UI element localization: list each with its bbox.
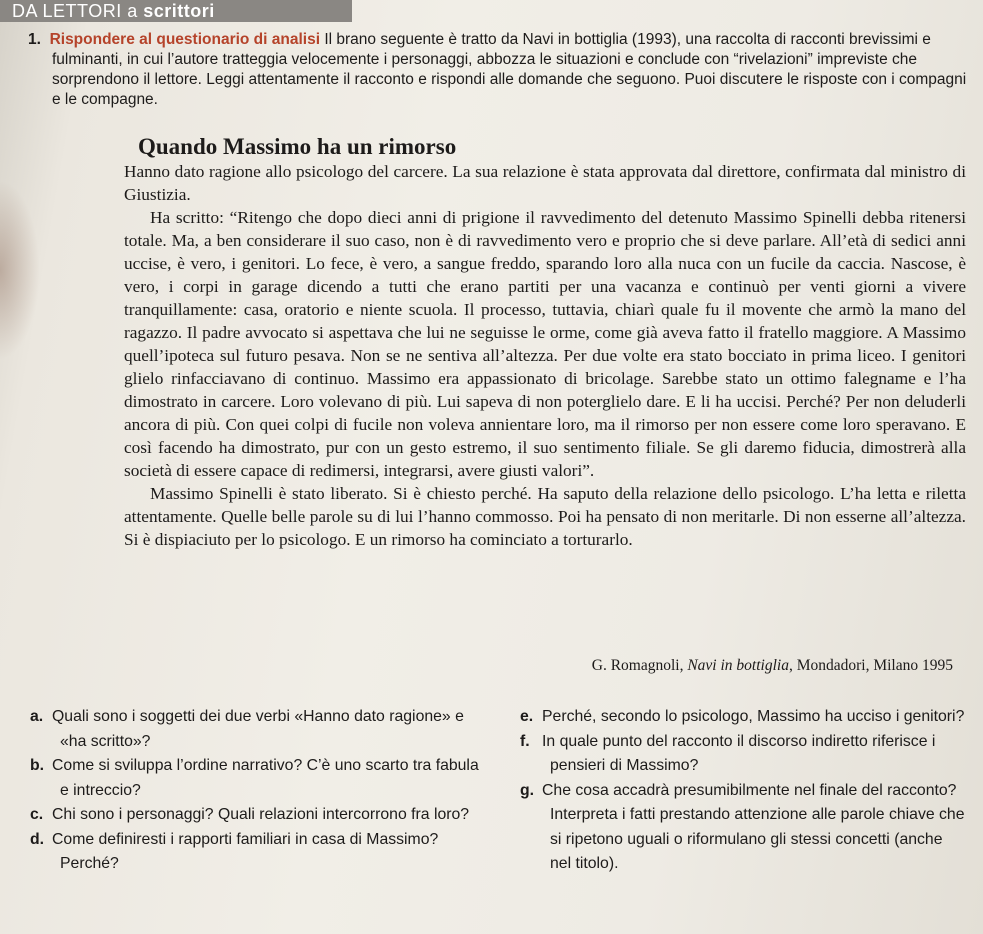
- exercise-text: Il brano seguente è tratto da Navi in bottiglia (1993), una raccolta di racconti brevissimi e fulminanti, in cui l’autore tratteggia velocemente i personaggi, abbozza le situazioni e conclude con “rivelazioni” impreviste che sorprendono il lettore. Leggi attentamente il racconto e rispondi alle domande che seguono. Puoi discutere le risposte con i compagni e le compagne.: [52, 31, 967, 108]
- source-citation: [592, 657, 953, 675]
- question-e: e. Perché, secondo lo psicologo, Massimo ha ucciso i genitori?: [520, 708, 965, 725]
- source-publisher: , Mondadori, Milano 1995: [788, 657, 953, 674]
- source-author: G. Romagnoli,: [591, 657, 688, 674]
- story-paragraph: Massimo Spinelli è stato liberato. Si è chiesto perché. Ha saputo della relazione dello psicologo. L’ha letta e riletta attentamente. Quelle belle parole su di lui l’hanno commosso. Poi ha pensato di non meritarle. Di non esserne all’altezza. Si è dispiaciuto per lo psicologo. E un rimorso ha cominciato a torturarlo.: [124, 484, 966, 549]
- header-prefix: DA LETTORI a: [12, 1, 144, 21]
- exercise-lead: Rispondere al questionario di analisi: [49, 31, 321, 48]
- header-emphasis: scrittori: [143, 1, 215, 21]
- question-b: b. Come si sviluppa l’ordine narrativo? C’è uno scarto tra fabula e intreccio?: [30, 757, 479, 799]
- story-paragraph: Hanno dato ragione allo psicologo del carcere. La sua relazione è stata approvata dal direttore, confirmata dal ministro di Giustizia.: [124, 162, 966, 204]
- story-body: [124, 160, 966, 551]
- questions-right-column: [520, 705, 965, 877]
- exercise-number: 1.: [28, 31, 41, 48]
- question-d: d. Come definiresti i rapporti familiari in casa di Massimo? Perché?: [30, 830, 439, 872]
- source-work: Navi in bottiglia: [687, 657, 789, 674]
- exercise-intro: [28, 30, 968, 110]
- question-a: a. Quali sono i soggetti dei due verbi «Hanno dato ragione» e «ha scritto»?: [30, 708, 464, 750]
- question-f: f. In quale punto del racconto il discorso indiretto riferisce i pensieri di Massimo?: [520, 732, 936, 774]
- story-title: Quando Massimo ha un rimorso: [138, 134, 457, 159]
- section-header: [0, 0, 352, 22]
- question-c: c. Chi sono i personaggi? Quali relazioni intercorrono fra loro?: [30, 806, 470, 823]
- finger-shadow: [0, 180, 40, 360]
- story-paragraph: Ha scritto: “Ritengo che dopo dieci anni di prigione il ravvedimento del detenuto Massimo Spinelli debba ritenersi totale. Ma, a ben considerare il suo caso, non è di ravvedimento vero e proprio che si deve parlare. All’età di sedici anni uccise, è vero, i genitori. Lo fece, è vero, a sangue freddo, sparando loro alla nuca con un fucile da caccia. Nascose, è vero, i corpi in garage dicendo a tutti che erano partiti per una vacanza e continuò per venti giorni a vivere tranquillamente: casa, oratorio e niente scuola. Il processo, tuttavia, chiarì quale fu il movente che armò la mano del ragazzo. Il padre avvocato si aspettava che lui ne seguisse le orme, come già aveva fatto il fratello maggiore. A Massimo quell’ipoteca sul futuro pesava. Non se ne sentiva all’altezza. Per due volte era stato bocciato in prima liceo. I genitori glielo rinfacciavano di continuo. Massimo era appassionato di bricolage. Sarebbe stato un ottimo falegname e l’ha dimostrato in carcere. Loro volevano di più. Lui sapeva di non poterglielo dare. E li ha uccisi. Perché? Per non deluderli ancora di più. Con quei colpi di fucile non voleva annientare loro, ma il rimorso per non essere come loro speravano. E così facendo ha dimostrato, pur con un gesto estremo, il suo sentimento filiale. Se gli daremo fiducia, dimostrerà alla società di essere capace di redimersi, integrarsi, avere giusti valori”.: [124, 208, 966, 480]
- question-g: g. Che cosa accadrà presumibilmente nel finale del racconto? Interpreta i fatti prestando attenzione alle parole chiave che si ripetono uguali o riformulano gli stessi concetti (anche nel titolo).: [520, 781, 965, 872]
- questions-left-column: [30, 705, 480, 877]
